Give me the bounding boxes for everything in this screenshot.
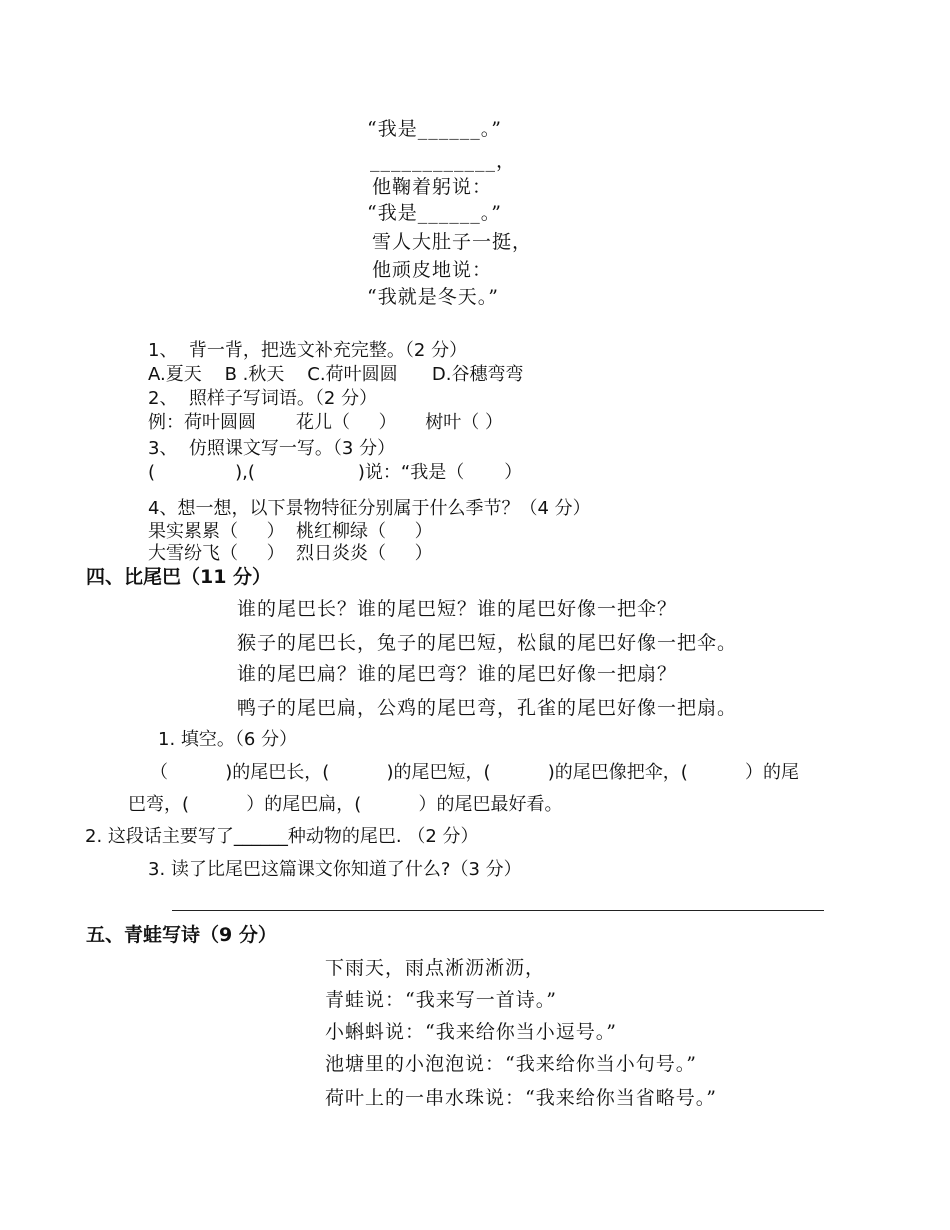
- passage-line: 谁的尾巴长？谁的尾巴短？谁的尾巴好像一把伞？: [237, 598, 678, 620]
- fill-in-line: （ )的尾巴长，( )的尾巴短，( )的尾巴像把伞，( ）的尾: [150, 762, 799, 783]
- fill-in-question: 1. 填空。（6 分）: [158, 729, 298, 750]
- question-1-options: A.夏天 B .秋天 C.荷叶圆圆 D.谷穗弯弯: [148, 364, 524, 385]
- poem-line: 下雨天，雨点淅沥淅沥，: [325, 957, 546, 979]
- poem-line: “我是______。”: [367, 118, 502, 140]
- poem-line: 池塘里的小泡泡说：“我来给你当小句号。”: [325, 1053, 697, 1075]
- question-2: 2、 照样子写词语。（2 分）: [148, 388, 378, 409]
- question-count: 2. 这段话主要写了______种动物的尾巴. （2 分）: [85, 826, 479, 847]
- poem-line: 他顽皮地说：: [372, 259, 493, 281]
- passage-line: 谁的尾巴扁？谁的尾巴弯？谁的尾巴好像一把扇？: [237, 663, 678, 685]
- fill-in-line: 巴弯，( ）的尾巴扁，( ）的尾巴最好看。: [128, 794, 563, 815]
- poem-line: 荷叶上的一串水珠说：“我来给你当省略号。”: [325, 1087, 717, 1109]
- poem-line: 青蛙说：“我来写一首诗。”: [325, 989, 557, 1011]
- passage-line: 猴子的尾巴长，兔子的尾巴短，松鼠的尾巴好像一把伞。: [237, 632, 738, 654]
- question-2-example: 例：荷叶圆圆 花儿（ ） 树叶（ ）: [148, 412, 503, 433]
- question-4-row: 果实累累（ ） 桃红柳绿（ ）: [148, 521, 433, 542]
- poem-line: 雪人大肚子一挺，: [372, 231, 533, 253]
- passage-line: 鸭子的尾巴扁，公鸡的尾巴弯，孔雀的尾巴好像一把扇。: [237, 697, 738, 719]
- question-4: 4、想一想，以下景物特征分别属于什么季节？（4 分）: [148, 498, 591, 519]
- answer-line[interactable]: [172, 910, 824, 911]
- section-heading: 四、比尾巴（11 分）: [86, 566, 272, 588]
- poem-line: 小蝌蚪说：“我来给你当小逗号。”: [325, 1021, 617, 1043]
- section-heading: 五、青蛙写诗（9 分）: [86, 924, 277, 946]
- question-4-row: 大雪纷飞（ ） 烈日炎炎（ ）: [148, 543, 433, 564]
- poem-line: “我是______。”: [367, 202, 502, 224]
- poem-line: ____________，: [370, 150, 517, 172]
- question-learned: 3. 读了比尾巴这篇课文你知道了什么?（3 分）: [148, 859, 522, 880]
- question-1: 1、 背一背，把选文补充完整。（2 分）: [148, 340, 468, 361]
- question-3-blank: ( ),( )说：“我是（ ）: [148, 462, 523, 483]
- poem-line: “我就是冬天。”: [367, 286, 499, 308]
- question-3: 3、 仿照课文写一写。（3 分）: [148, 438, 396, 459]
- poem-line: 他鞠着躬说：: [372, 176, 493, 198]
